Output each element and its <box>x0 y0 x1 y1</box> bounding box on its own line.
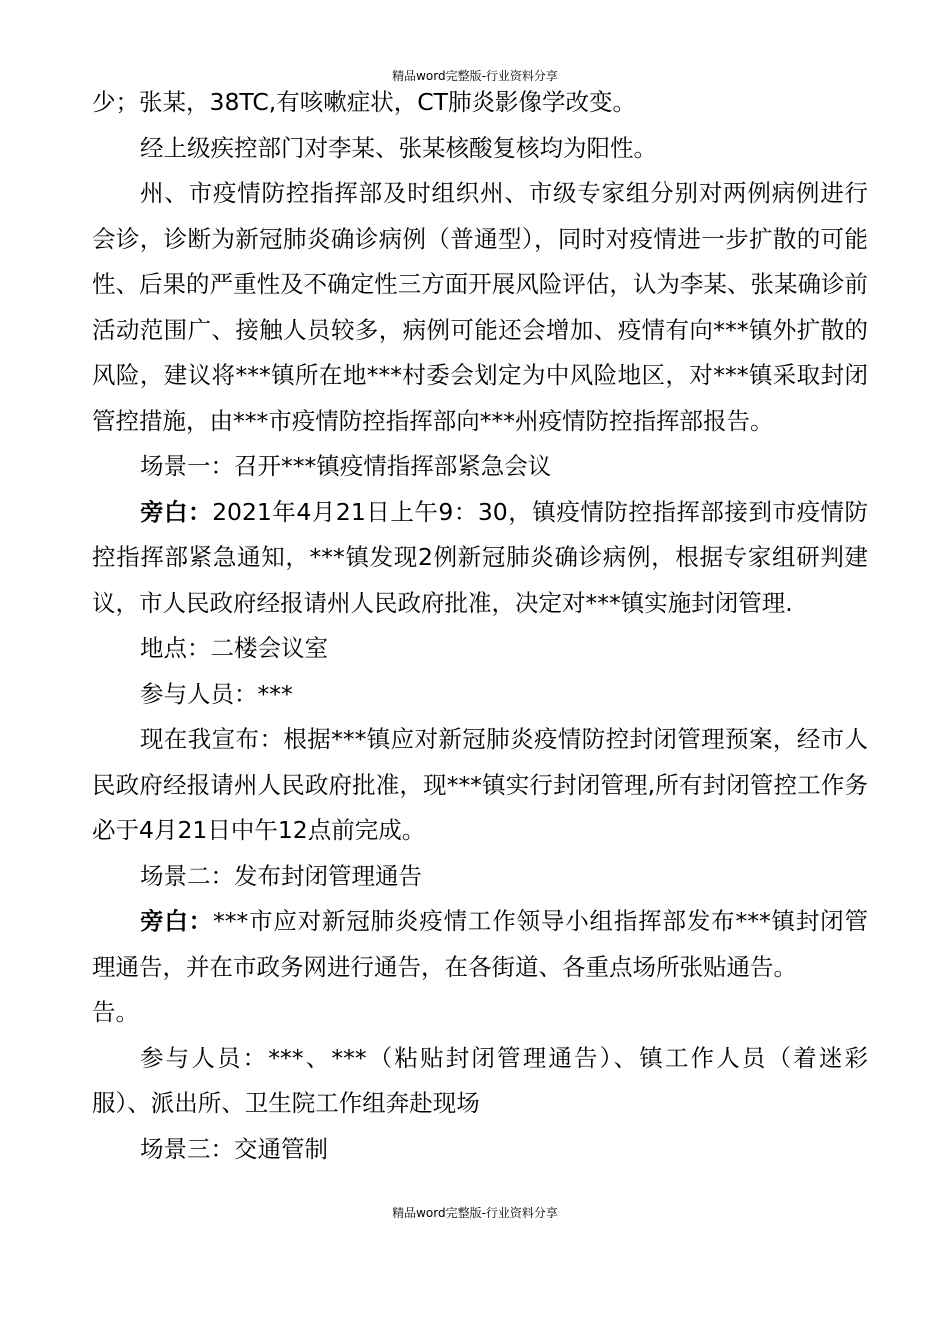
scene-two-heading: 场景二：发布封闭管理通告 <box>140 861 422 890</box>
paragraph-continuation: 少；张某，38TC,有咳嗽症状，CT肺炎影像学改变。 <box>92 88 637 116</box>
narration-text: 2021年4月21日上午9：30，镇疫情防控指挥部接到市疫情防控指挥部紧急通知，***镇发现2例新冠肺炎确诊病例，根据专家组研判建议，市人民政府经报请州人民政府批准，决定对***镇实施封闭管理. <box>92 497 869 617</box>
document-body <box>92 80 868 1172</box>
scene-one-heading: 场景一：召开***镇疫情指挥部紧急会议 <box>140 452 552 480</box>
scene-three-heading: 场景三：交通管制 <box>140 1134 328 1163</box>
paragraph-participants: 参与人员：*** <box>140 679 293 708</box>
narration-text: ***市应对新冠肺炎疫情工作领导小组指挥部发布***镇封闭管理通告，并在市政务网进行通告，在各街道、各重点场所张贴通告。 <box>92 907 869 981</box>
paragraph-fragment: 告。 <box>92 998 139 1026</box>
paragraph-narration-one <box>92 490 868 627</box>
narration-label: 旁白： <box>140 907 213 935</box>
paragraph-verification: 经上级疾控部门对李某、张某核酸复核均为阳性。 <box>140 133 657 162</box>
paragraph-announcement: 现在我宣布：根据***镇应对新冠肺炎疫情防控封闭管理预案，经市人民政府经报请州人民政府批准，现***镇实行封闭管理,所有封闭管控工作务必于4月21日中午12点前完成。 <box>92 725 868 844</box>
paragraph-narration-two <box>92 899 868 990</box>
paragraph-participants-two: 参与人员：***、***（粘贴封闭管理通告）、镇工作人员（着迷彩服）、派出所、卫生院工作组奔赴现场 <box>92 1043 868 1117</box>
page-footer: 精品word完整版-行业资料分享 <box>392 1206 558 1220</box>
narration-label: 旁白： <box>140 497 213 526</box>
paragraph-location: 地点：二楼会议室 <box>140 634 328 662</box>
page-header: 精品word完整版-行业资料分享 <box>392 69 558 83</box>
paragraph-risk-assessment: 州、市疫情防控指挥部及时组织州、市级专家组分别对两例病例进行会诊，诊断为新冠肺炎确诊病例（普通型），同时对疫情进一步扩散的可能性、后果的严重性及不确定性三方面开展风险评估，认为李某、张某确诊前活动范围广、接触人员较多，病例可能还会增加、疫情有向***镇外扩散的风险，建议将***镇所在地***村委会划定为中风险地区，对***镇采取封闭管控措施，由***市疫情防控指挥部向***州疫情防控指挥部报告。 <box>92 179 868 435</box>
